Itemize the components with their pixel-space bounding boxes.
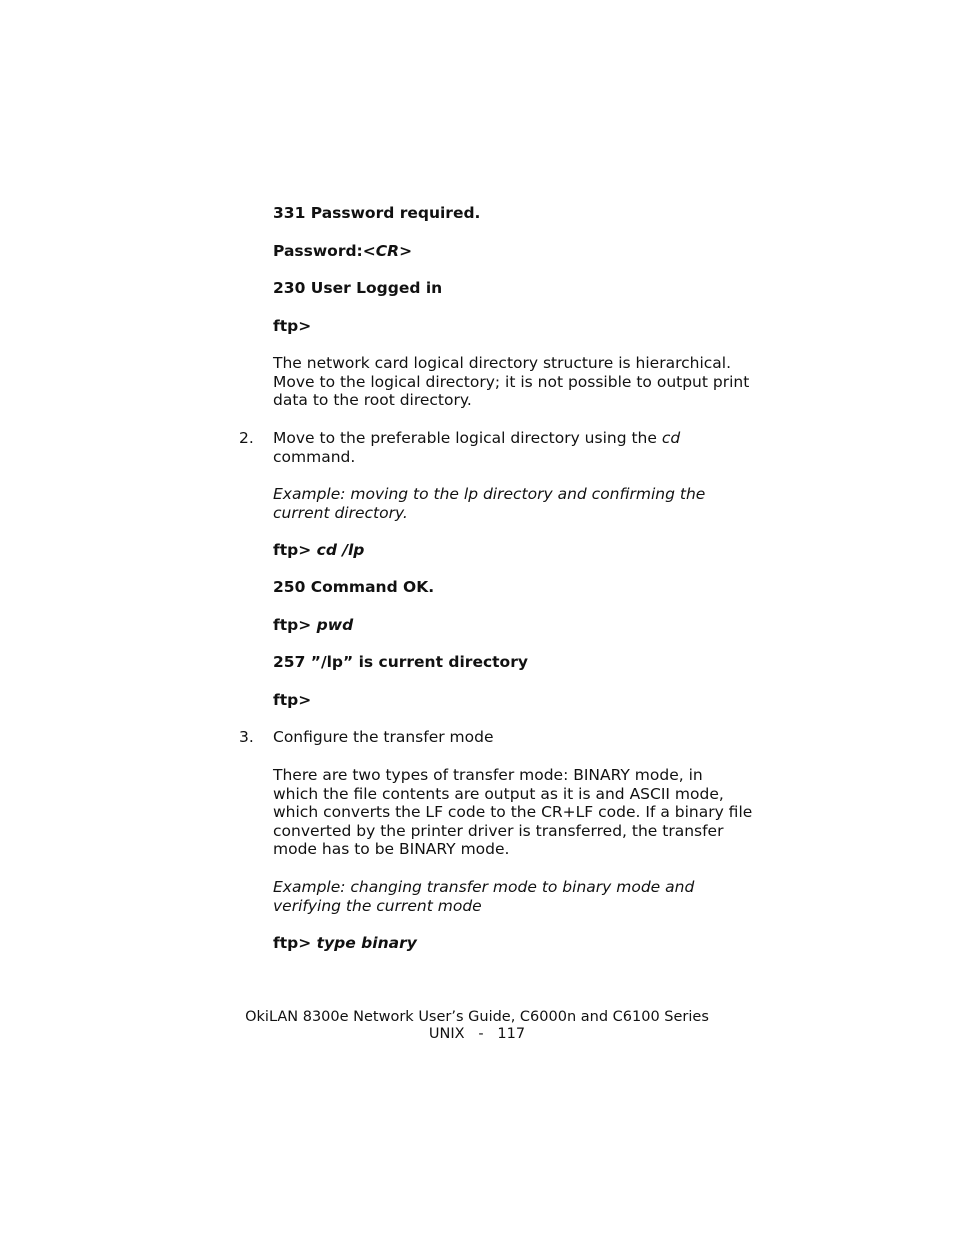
command-prompt: ftp> — [273, 541, 312, 559]
footer-page-number: UNIX - 117 — [428, 1026, 526, 1042]
paragraph-line: which the file contents are output as it is and ASCII mode, — [273, 784, 724, 803]
paragraph-line: which converts the LF code to the CR+LF code. If a binary file — [273, 803, 753, 822]
password-cr: <CR> — [362, 242, 413, 260]
command-prompt: ftp> — [273, 934, 312, 952]
step-2-line: command. — [273, 447, 356, 466]
response-250: 250 Command OK. — [273, 578, 435, 596]
example-1 — [273, 485, 753, 522]
paragraph-line: Move to the logical directory; it is not possible to output print — [273, 372, 750, 391]
command-type-line — [273, 934, 753, 953]
step-3-text: Configure the transfer mode — [273, 728, 494, 746]
command-type-binary: type binary — [316, 934, 417, 952]
command-pwd: pwd — [316, 616, 354, 634]
example-line: verifying the current mode — [273, 896, 482, 915]
response-331: 331 Password required. — [273, 204, 481, 222]
response-230: 230 User Logged in — [273, 279, 443, 297]
example-line: Example: changing transfer mode to binary mode and — [273, 878, 695, 896]
step-2-line — [273, 429, 753, 448]
footer-title: OkiLAN 8300e Network User’s Guide, C6000n and C6100 Series — [245, 1009, 709, 1025]
paragraph-line: converted by the printer driver is transferred, the transfer — [273, 821, 724, 840]
directory-structure-paragraph — [273, 354, 753, 410]
step-2-text — [273, 429, 753, 466]
example-2 — [273, 878, 753, 915]
step-2-cd: cd — [661, 429, 681, 447]
example-line: Example: moving to the lp directory and confirming the — [273, 485, 706, 503]
paragraph-line: There are two types of transfer mode: BINARY mode, in — [273, 766, 703, 784]
command-cd-line — [273, 541, 753, 560]
transfer-mode-paragraph — [273, 766, 753, 859]
step-3-number: 3. — [239, 728, 254, 746]
ftp-prompt-1: ftp> — [273, 317, 312, 335]
step-2-text-a: Move to the preferable logical directory using the — [273, 429, 662, 447]
ftp-prompt-2: ftp> — [273, 691, 312, 709]
command-cd: cd /lp — [316, 541, 365, 559]
command-pwd-line — [273, 616, 753, 635]
step-2-number: 2. — [239, 429, 254, 447]
page-footer — [0, 1009, 954, 1043]
paragraph-line: mode has to be BINARY mode. — [273, 840, 510, 859]
example-line: current directory. — [273, 503, 408, 522]
password-label: Password: — [273, 242, 363, 260]
paragraph-line: data to the root directory. — [273, 391, 472, 410]
command-prompt: ftp> — [273, 616, 312, 634]
password-line — [273, 242, 753, 261]
response-257: 257 ”/lp” is current directory — [273, 653, 528, 671]
paragraph-line: The network card logical directory structure is hierarchical. — [273, 354, 732, 372]
